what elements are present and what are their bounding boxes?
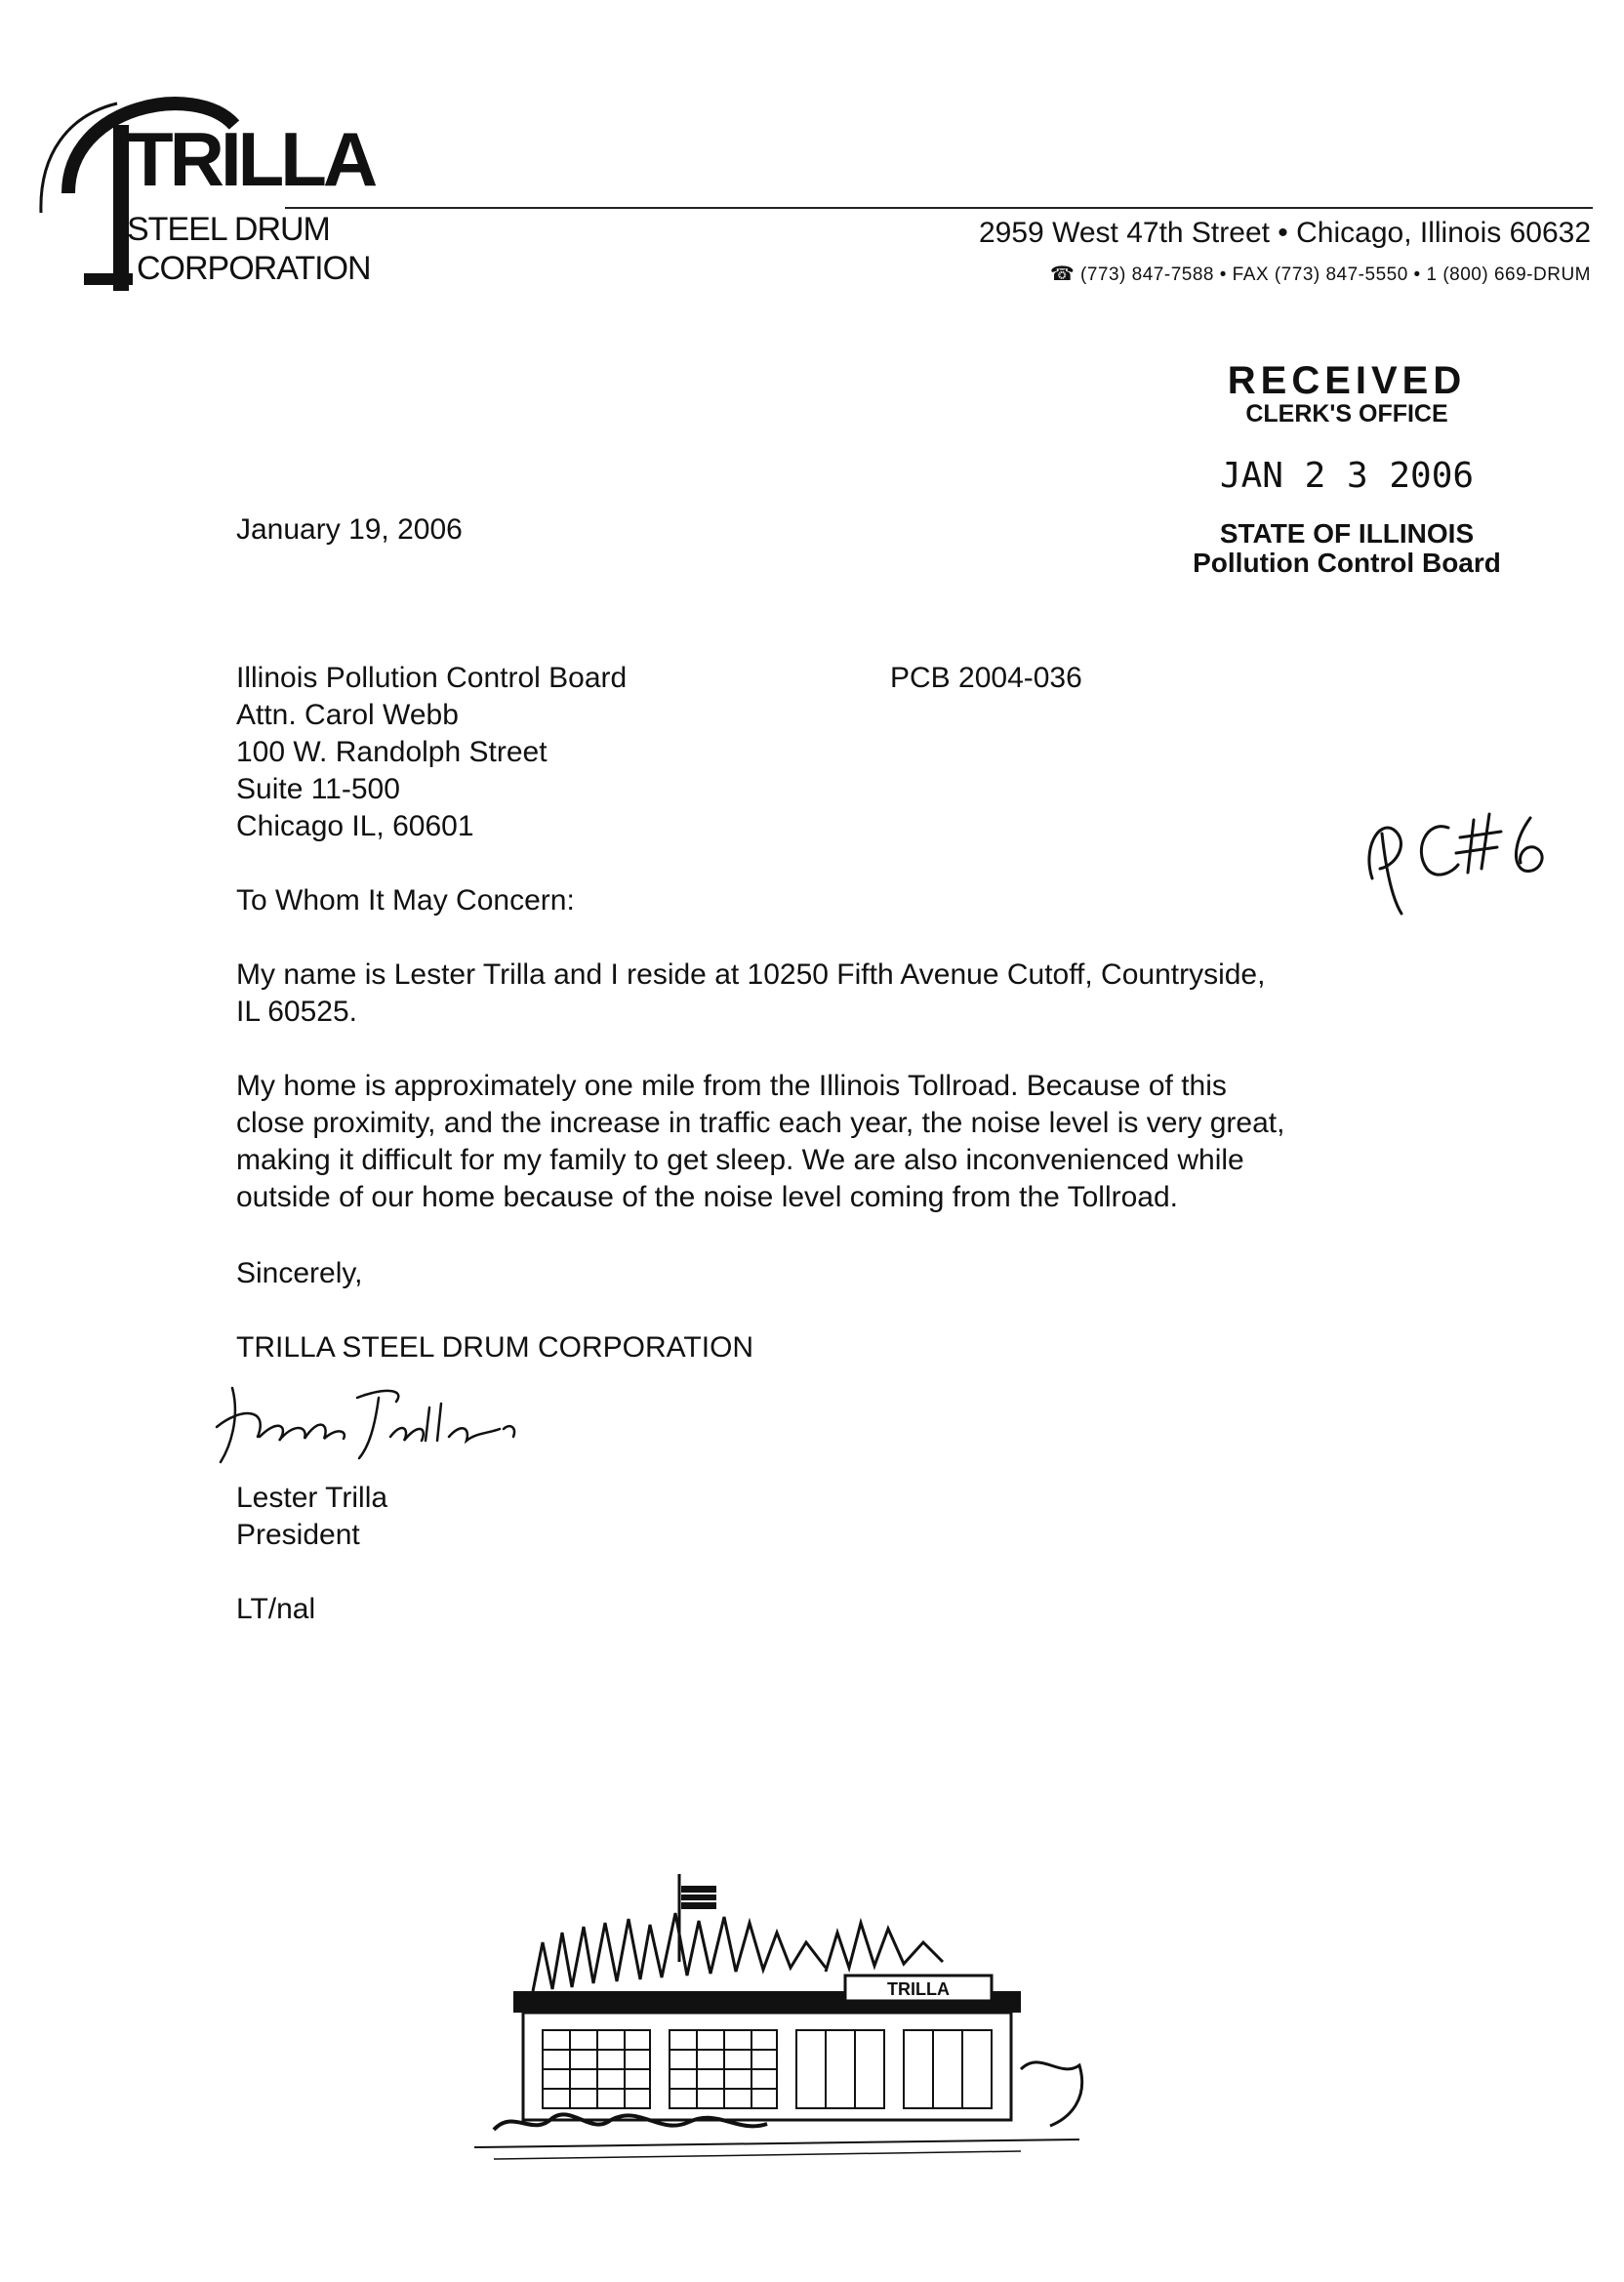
- logo-line-steel-drum: STEEL DRUM: [127, 211, 330, 248]
- recipient-line: Attn. Carol Webb: [236, 699, 459, 731]
- letterhead-address: 2959 West 47th Street • Chicago, Illinois 60632: [979, 217, 1591, 249]
- letter-date: January 19, 2006: [236, 513, 463, 546]
- company-logo: [29, 86, 400, 301]
- signer-name: Lester Trilla: [236, 1482, 388, 1514]
- stamp-state: STATE OF ILLINOIS: [1219, 518, 1475, 549]
- stamp-date: JAN 2 3 2006: [1219, 456, 1475, 496]
- stamp-board: Pollution Control Board: [1193, 548, 1501, 578]
- closing: Sincerely,: [236, 1257, 363, 1289]
- recipient-line: 100 W. Randolph Street: [236, 736, 548, 768]
- paragraph-line: My home is approximately one mile from the Illinois Tollroad. Because of this: [236, 1070, 1227, 1102]
- paragraph-line: making it difficult for my family to get sleep. We are also inconvenienced while: [236, 1144, 1244, 1176]
- letterhead-contact-text: (773) 847-7588 • FAX (773) 847-5550 • 1 (800) 669-DRUM: [1080, 265, 1591, 285]
- case-number: PCB 2004-036: [890, 662, 1082, 694]
- building-illustration: [474, 1874, 1099, 2172]
- signer-title: President: [236, 1519, 360, 1551]
- paragraph-line: outside of our home because of the noise level coming from the Tollroad.: [236, 1181, 1179, 1213]
- logo-wordmark: TRILLA: [127, 116, 375, 202]
- handwritten-note: [1359, 791, 1573, 932]
- logo-line-corporation: CORPORATION: [137, 250, 371, 287]
- letterhead-rule: [285, 207, 1593, 209]
- salutation: To Whom It May Concern:: [236, 884, 575, 917]
- signature: [211, 1368, 533, 1481]
- handwritten-note-mark: [1359, 791, 1573, 927]
- svg-text:TRILLA: TRILLA: [887, 1979, 950, 1999]
- company-name: TRILLA STEEL DRUM CORPORATION: [236, 1331, 754, 1364]
- letterhead-contact: [1050, 262, 1591, 286]
- typist-initials: LT/nal: [236, 1593, 316, 1625]
- paragraph-line: IL 60525.: [236, 996, 357, 1028]
- telephone-icon: ☎: [1049, 264, 1076, 285]
- recipient-address: [236, 660, 627, 845]
- recipient-line: Suite 11-500: [236, 773, 400, 805]
- received-stamp: [1171, 361, 1522, 578]
- paragraph-line: My name is Lester Trilla and I reside at 10250 Fifth Avenue Cutoff, Countryside,: [236, 958, 1266, 991]
- paragraph-line: close proximity, and the increase in traffic each year, the noise level is very great,: [236, 1107, 1285, 1139]
- paragraph-residence: [236, 957, 1505, 1031]
- stamp-clerk-office: CLERK'S OFFICE: [1245, 400, 1448, 428]
- stamp-received: RECEIVED: [1227, 359, 1467, 402]
- paragraph-noise-complaint: [236, 1068, 1524, 1216]
- building-icon: [474, 1874, 1099, 2167]
- recipient-line: Illinois Pollution Control Board: [236, 662, 628, 694]
- recipient-line: Chicago IL, 60601: [236, 810, 474, 842]
- signature-mark: [211, 1368, 533, 1476]
